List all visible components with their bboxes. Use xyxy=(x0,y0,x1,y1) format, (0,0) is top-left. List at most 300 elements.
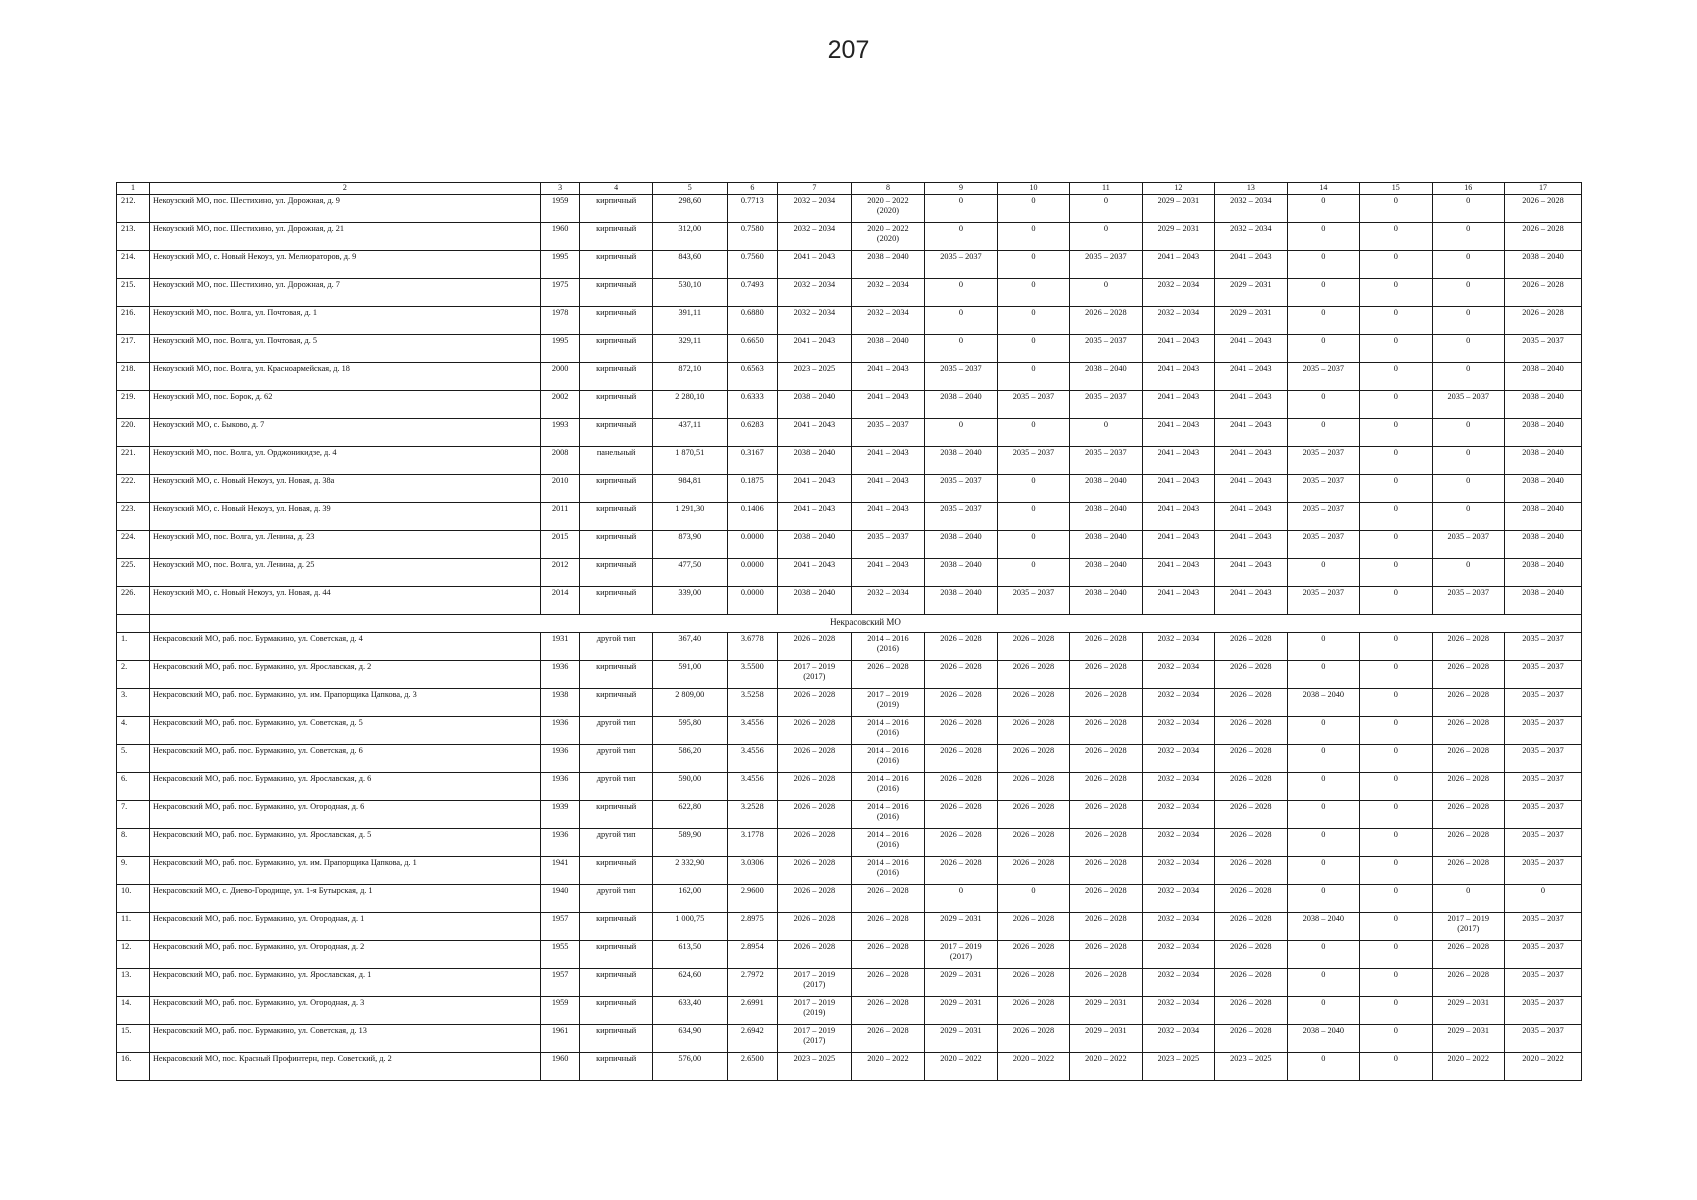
table-row xyxy=(117,1053,1582,1081)
col-17-cell: 2038 – 2040 xyxy=(1504,447,1581,475)
col-17-cell: 2035 – 2037 xyxy=(1504,745,1581,773)
col-8-cell: 2026 – 2028 xyxy=(851,885,925,913)
col-14-cell: 2035 – 2037 xyxy=(1287,363,1359,391)
col-14-cell: 0 xyxy=(1287,391,1359,419)
year-cell: 1959 xyxy=(540,997,580,1025)
address-cell: Некоузский МО, пос. Волга, ул. Ленина, д. 23 xyxy=(149,531,540,559)
col-11-cell: 2026 – 2028 xyxy=(1070,661,1142,689)
col-9-cell: 2035 – 2037 xyxy=(925,251,997,279)
col-12-cell: 2032 – 2034 xyxy=(1142,885,1214,913)
col-8-cell: 2035 – 2037 xyxy=(851,419,925,447)
row-number-cell: 11. xyxy=(117,913,150,941)
address-cell: Некоузский МО, с. Новый Некоуз, ул. Новая, д. 39 xyxy=(149,503,540,531)
col-8-cell: 2020 – 2022 (2020) xyxy=(851,195,925,223)
address-cell: Некоузский МО, с. Новый Некоуз, ул. Мелиораторов, д. 9 xyxy=(149,251,540,279)
col-16-cell: 0 xyxy=(1432,475,1504,503)
col-16-cell: 0 xyxy=(1432,885,1504,913)
col-17-cell: 2038 – 2040 xyxy=(1504,587,1581,615)
col-16-cell: 0 xyxy=(1432,363,1504,391)
col-17-cell: 2038 – 2040 xyxy=(1504,503,1581,531)
year-cell: 1959 xyxy=(540,195,580,223)
col-16-cell: 2035 – 2037 xyxy=(1432,391,1504,419)
col-17-cell: 2035 – 2037 xyxy=(1504,773,1581,801)
column-number-header: 17 xyxy=(1504,183,1581,195)
address-cell: Некоузский МО, пос. Волга, ул. Почтовая, д. 5 xyxy=(149,335,540,363)
col-10-cell: 2026 – 2028 xyxy=(997,661,1069,689)
wall-material-cell: кирпичный xyxy=(580,941,652,969)
col-11-cell: 2035 – 2037 xyxy=(1070,251,1142,279)
address-cell: Некоузский МО, пос. Шестихино, ул. Дорожная, д. 21 xyxy=(149,223,540,251)
year-cell: 2014 xyxy=(540,587,580,615)
year-cell: 1936 xyxy=(540,829,580,857)
col-16-cell: 2026 – 2028 xyxy=(1432,801,1504,829)
col-8-cell: 2026 – 2028 xyxy=(851,997,925,1025)
table-row xyxy=(117,307,1582,335)
col-9-cell: 0 xyxy=(925,223,997,251)
col-17-cell: 2038 – 2040 xyxy=(1504,251,1581,279)
year-cell: 1936 xyxy=(540,661,580,689)
year-cell: 1936 xyxy=(540,773,580,801)
col-14-cell: 0 xyxy=(1287,745,1359,773)
col-14-cell: 0 xyxy=(1287,885,1359,913)
area-cell: 367,40 xyxy=(652,633,727,661)
wear-coefficient-cell: 3.4556 xyxy=(727,717,778,745)
wear-coefficient-cell: 0.6880 xyxy=(727,307,778,335)
wall-material-cell: кирпичный xyxy=(580,661,652,689)
col-15-cell: 0 xyxy=(1360,689,1432,717)
year-cell: 2011 xyxy=(540,503,580,531)
col-10-cell: 2020 – 2022 xyxy=(997,1053,1069,1081)
col-11-cell: 2038 – 2040 xyxy=(1070,503,1142,531)
col-9-cell: 2020 – 2022 xyxy=(925,1053,997,1081)
col-12-cell: 2041 – 2043 xyxy=(1142,531,1214,559)
col-17-cell: 2035 – 2037 xyxy=(1504,941,1581,969)
row-number-cell: 5. xyxy=(117,745,150,773)
col-15-cell: 0 xyxy=(1360,391,1432,419)
col-7-cell: 2026 – 2028 xyxy=(778,857,852,885)
col-15-cell: 0 xyxy=(1360,419,1432,447)
table-row xyxy=(117,885,1582,913)
col-7-cell: 2026 – 2028 xyxy=(778,689,852,717)
col-12-cell: 2041 – 2043 xyxy=(1142,559,1214,587)
wear-coefficient-cell: 0.7713 xyxy=(727,195,778,223)
col-9-cell: 2026 – 2028 xyxy=(925,801,997,829)
col-16-cell: 0 xyxy=(1432,447,1504,475)
col-15-cell: 0 xyxy=(1360,913,1432,941)
wear-coefficient-cell: 2.8954 xyxy=(727,941,778,969)
row-number-cell: 12. xyxy=(117,941,150,969)
address-cell: Некоузский МО, пос. Волга, ул. Красноармейская, д. 18 xyxy=(149,363,540,391)
col-14-cell: 2035 – 2037 xyxy=(1287,587,1359,615)
area-cell: 2 280,10 xyxy=(652,391,727,419)
col-11-cell: 2026 – 2028 xyxy=(1070,913,1142,941)
col-8-cell: 2032 – 2034 xyxy=(851,587,925,615)
row-number-cell: 13. xyxy=(117,969,150,997)
col-9-cell: 2029 – 2031 xyxy=(925,997,997,1025)
table-row xyxy=(117,829,1582,857)
wall-material-cell: кирпичный xyxy=(580,279,652,307)
row-number-cell: 9. xyxy=(117,857,150,885)
col-7-cell: 2026 – 2028 xyxy=(778,745,852,773)
col-12-cell: 2032 – 2034 xyxy=(1142,997,1214,1025)
table-row xyxy=(117,419,1582,447)
col-7-cell: 2032 – 2034 xyxy=(778,307,852,335)
area-cell: 1 291,30 xyxy=(652,503,727,531)
col-10-cell: 0 xyxy=(997,195,1069,223)
area-cell: 312,00 xyxy=(652,223,727,251)
col-10-cell: 0 xyxy=(997,279,1069,307)
area-cell: 2 332,90 xyxy=(652,857,727,885)
wear-coefficient-cell: 0.6283 xyxy=(727,419,778,447)
wear-coefficient-cell: 0.7493 xyxy=(727,279,778,307)
col-11-cell: 2026 – 2028 xyxy=(1070,941,1142,969)
col-12-cell: 2041 – 2043 xyxy=(1142,503,1214,531)
col-8-cell: 2014 – 2016 (2016) xyxy=(851,773,925,801)
col-15-cell: 0 xyxy=(1360,363,1432,391)
col-11-cell: 2026 – 2028 xyxy=(1070,857,1142,885)
col-15-cell: 0 xyxy=(1360,251,1432,279)
col-15-cell: 0 xyxy=(1360,997,1432,1025)
col-9-cell: 2038 – 2040 xyxy=(925,559,997,587)
column-number-header: 10 xyxy=(997,183,1069,195)
table-row xyxy=(117,279,1582,307)
col-15-cell: 0 xyxy=(1360,195,1432,223)
table-row xyxy=(117,223,1582,251)
table-row xyxy=(117,531,1582,559)
col-16-cell: 2026 – 2028 xyxy=(1432,689,1504,717)
year-cell: 1957 xyxy=(540,969,580,997)
area-cell: 589,90 xyxy=(652,829,727,857)
col-7-cell: 2026 – 2028 xyxy=(778,941,852,969)
col-9-cell: 2035 – 2037 xyxy=(925,475,997,503)
address-cell: Некрасовский МО, раб. пос. Бурмакино, ул. Огородная, д. 1 xyxy=(149,913,540,941)
col-13-cell: 2041 – 2043 xyxy=(1215,419,1287,447)
table-row xyxy=(117,717,1582,745)
wall-material-cell: кирпичный xyxy=(580,363,652,391)
col-17-cell: 2020 – 2022 xyxy=(1504,1053,1581,1081)
col-7-cell: 2017 – 2019 (2017) xyxy=(778,661,852,689)
section-header-blank xyxy=(117,615,150,633)
col-13-cell: 2041 – 2043 xyxy=(1215,447,1287,475)
col-14-cell: 0 xyxy=(1287,717,1359,745)
year-cell: 1995 xyxy=(540,335,580,363)
document-table-container xyxy=(116,182,1582,1081)
wear-coefficient-cell: 0.0000 xyxy=(727,587,778,615)
col-11-cell: 2035 – 2037 xyxy=(1070,391,1142,419)
col-7-cell: 2026 – 2028 xyxy=(778,801,852,829)
col-7-cell: 2038 – 2040 xyxy=(778,587,852,615)
col-13-cell: 2026 – 2028 xyxy=(1215,633,1287,661)
address-cell: Некрасовский МО, пос. Красный Профинтерн, пер. Советский, д. 2 xyxy=(149,1053,540,1081)
row-number-cell: 14. xyxy=(117,997,150,1025)
col-14-cell: 0 xyxy=(1287,801,1359,829)
address-cell: Некрасовский МО, раб. пос. Бурмакино, ул. им. Прапорщика Цапкова, д. 1 xyxy=(149,857,540,885)
col-10-cell: 2026 – 2028 xyxy=(997,941,1069,969)
wear-coefficient-cell: 0.6563 xyxy=(727,363,778,391)
col-8-cell: 2026 – 2028 xyxy=(851,941,925,969)
col-11-cell: 2026 – 2028 xyxy=(1070,717,1142,745)
row-number-cell: 221. xyxy=(117,447,150,475)
col-9-cell: 0 xyxy=(925,307,997,335)
col-15-cell: 0 xyxy=(1360,857,1432,885)
address-cell: Некоузский МО, с. Новый Некоуз, ул. Новая, д. 38а xyxy=(149,475,540,503)
address-cell: Некоузский МО, пос. Волга, ул. Орджоникидзе, д. 4 xyxy=(149,447,540,475)
col-13-cell: 2041 – 2043 xyxy=(1215,475,1287,503)
col-10-cell: 0 xyxy=(997,419,1069,447)
col-14-cell: 0 xyxy=(1287,829,1359,857)
col-10-cell: 0 xyxy=(997,503,1069,531)
year-cell: 2010 xyxy=(540,475,580,503)
col-15-cell: 0 xyxy=(1360,531,1432,559)
row-number-cell: 223. xyxy=(117,503,150,531)
year-cell: 1960 xyxy=(540,223,580,251)
area-cell: 1 870,51 xyxy=(652,447,727,475)
col-15-cell: 0 xyxy=(1360,745,1432,773)
wear-coefficient-cell: 3.0306 xyxy=(727,857,778,885)
col-15-cell: 0 xyxy=(1360,587,1432,615)
col-10-cell: 2026 – 2028 xyxy=(997,1025,1069,1053)
wall-material-cell: другой тип xyxy=(580,773,652,801)
area-cell: 329,11 xyxy=(652,335,727,363)
col-10-cell: 2026 – 2028 xyxy=(997,829,1069,857)
col-17-cell: 2038 – 2040 xyxy=(1504,391,1581,419)
table-row xyxy=(117,689,1582,717)
col-17-cell: 2035 – 2037 xyxy=(1504,717,1581,745)
col-11-cell: 2035 – 2037 xyxy=(1070,335,1142,363)
year-cell: 2008 xyxy=(540,447,580,475)
year-cell: 1938 xyxy=(540,689,580,717)
column-number-header: 6 xyxy=(727,183,778,195)
col-12-cell: 2032 – 2034 xyxy=(1142,829,1214,857)
col-11-cell: 2038 – 2040 xyxy=(1070,587,1142,615)
col-12-cell: 2032 – 2034 xyxy=(1142,857,1214,885)
col-16-cell: 2026 – 2028 xyxy=(1432,717,1504,745)
col-17-cell: 2038 – 2040 xyxy=(1504,363,1581,391)
col-16-cell: 0 xyxy=(1432,335,1504,363)
col-16-cell: 2026 – 2028 xyxy=(1432,969,1504,997)
col-13-cell: 2026 – 2028 xyxy=(1215,885,1287,913)
address-cell: Некрасовский МО, раб. пос. Бурмакино, ул. Ярославская, д. 5 xyxy=(149,829,540,857)
col-17-cell: 2026 – 2028 xyxy=(1504,307,1581,335)
col-9-cell: 0 xyxy=(925,195,997,223)
address-cell: Некоузский МО, пос. Шестихино, ул. Дорожная, д. 9 xyxy=(149,195,540,223)
year-cell: 2000 xyxy=(540,363,580,391)
col-7-cell: 2026 – 2028 xyxy=(778,717,852,745)
col-16-cell: 2026 – 2028 xyxy=(1432,633,1504,661)
col-16-cell: 2026 – 2028 xyxy=(1432,941,1504,969)
col-9-cell: 2026 – 2028 xyxy=(925,633,997,661)
wall-material-cell: кирпичный xyxy=(580,223,652,251)
col-9-cell: 2017 – 2019 (2017) xyxy=(925,941,997,969)
column-number-header: 4 xyxy=(580,183,652,195)
col-10-cell: 0 xyxy=(997,885,1069,913)
col-10-cell: 0 xyxy=(997,475,1069,503)
col-9-cell: 0 xyxy=(925,419,997,447)
table-row xyxy=(117,801,1582,829)
row-number-cell: 215. xyxy=(117,279,150,307)
col-7-cell: 2017 – 2019 (2017) xyxy=(778,969,852,997)
col-10-cell: 2026 – 2028 xyxy=(997,717,1069,745)
area-cell: 872,10 xyxy=(652,363,727,391)
col-8-cell: 2038 – 2040 xyxy=(851,335,925,363)
wear-coefficient-cell: 2.6991 xyxy=(727,997,778,1025)
col-15-cell: 0 xyxy=(1360,307,1432,335)
col-13-cell: 2026 – 2028 xyxy=(1215,801,1287,829)
col-11-cell: 2029 – 2031 xyxy=(1070,1025,1142,1053)
wear-coefficient-cell: 0.7560 xyxy=(727,251,778,279)
table-row xyxy=(117,195,1582,223)
col-15-cell: 0 xyxy=(1360,223,1432,251)
wall-material-cell: кирпичный xyxy=(580,335,652,363)
col-14-cell: 0 xyxy=(1287,279,1359,307)
col-14-cell: 0 xyxy=(1287,997,1359,1025)
col-12-cell: 2041 – 2043 xyxy=(1142,391,1214,419)
area-cell: 530,10 xyxy=(652,279,727,307)
col-16-cell: 0 xyxy=(1432,419,1504,447)
area-cell: 622,80 xyxy=(652,801,727,829)
area-cell: 591,00 xyxy=(652,661,727,689)
table-row xyxy=(117,773,1582,801)
col-14-cell: 0 xyxy=(1287,773,1359,801)
area-cell: 843,60 xyxy=(652,251,727,279)
col-11-cell: 2038 – 2040 xyxy=(1070,475,1142,503)
col-11-cell: 2026 – 2028 xyxy=(1070,801,1142,829)
wall-material-cell: панельный xyxy=(580,447,652,475)
year-cell: 2015 xyxy=(540,531,580,559)
col-13-cell: 2026 – 2028 xyxy=(1215,857,1287,885)
address-cell: Некрасовский МО, раб. пос. Бурмакино, ул. им. Прапорщика Цапкова, д. 3 xyxy=(149,689,540,717)
col-12-cell: 2032 – 2034 xyxy=(1142,801,1214,829)
col-11-cell: 2035 – 2037 xyxy=(1070,447,1142,475)
col-11-cell: 2038 – 2040 xyxy=(1070,559,1142,587)
row-number-cell: 214. xyxy=(117,251,150,279)
col-11-cell: 2038 – 2040 xyxy=(1070,531,1142,559)
year-cell: 1936 xyxy=(540,717,580,745)
wall-material-cell: кирпичный xyxy=(580,913,652,941)
col-13-cell: 2023 – 2025 xyxy=(1215,1053,1287,1081)
col-14-cell: 0 xyxy=(1287,223,1359,251)
col-13-cell: 2026 – 2028 xyxy=(1215,717,1287,745)
col-7-cell: 2038 – 2040 xyxy=(778,531,852,559)
wear-coefficient-cell: 2.7972 xyxy=(727,969,778,997)
col-8-cell: 2041 – 2043 xyxy=(851,391,925,419)
col-8-cell: 2026 – 2028 xyxy=(851,1025,925,1053)
col-12-cell: 2032 – 2034 xyxy=(1142,661,1214,689)
col-11-cell: 2020 – 2022 xyxy=(1070,1053,1142,1081)
col-12-cell: 2032 – 2034 xyxy=(1142,307,1214,335)
column-number-header: 8 xyxy=(851,183,925,195)
col-15-cell: 0 xyxy=(1360,773,1432,801)
col-7-cell: 2017 – 2019 (2017) xyxy=(778,1025,852,1053)
area-cell: 624,60 xyxy=(652,969,727,997)
col-9-cell: 2035 – 2037 xyxy=(925,503,997,531)
wear-coefficient-cell: 2.9600 xyxy=(727,885,778,913)
column-number-header: 9 xyxy=(925,183,997,195)
col-12-cell: 2041 – 2043 xyxy=(1142,335,1214,363)
col-12-cell: 2032 – 2034 xyxy=(1142,941,1214,969)
section-header-row xyxy=(117,615,1582,633)
col-14-cell: 2035 – 2037 xyxy=(1287,531,1359,559)
col-8-cell: 2041 – 2043 xyxy=(851,447,925,475)
wear-coefficient-cell: 3.2528 xyxy=(727,801,778,829)
address-cell: Некоузский МО, пос. Шестихино, ул. Дорожная, д. 7 xyxy=(149,279,540,307)
year-cell: 1978 xyxy=(540,307,580,335)
col-13-cell: 2041 – 2043 xyxy=(1215,251,1287,279)
col-10-cell: 2026 – 2028 xyxy=(997,801,1069,829)
row-number-cell: 213. xyxy=(117,223,150,251)
col-10-cell: 0 xyxy=(997,223,1069,251)
col-14-cell: 2035 – 2037 xyxy=(1287,503,1359,531)
col-15-cell: 0 xyxy=(1360,969,1432,997)
col-14-cell: 0 xyxy=(1287,633,1359,661)
col-13-cell: 2041 – 2043 xyxy=(1215,391,1287,419)
col-8-cell: 2014 – 2016 (2016) xyxy=(851,857,925,885)
table-row xyxy=(117,857,1582,885)
wall-material-cell: кирпичный xyxy=(580,195,652,223)
wall-material-cell: кирпичный xyxy=(580,1053,652,1081)
col-12-cell: 2041 – 2043 xyxy=(1142,363,1214,391)
col-11-cell: 2026 – 2028 xyxy=(1070,969,1142,997)
wall-material-cell: кирпичный xyxy=(580,531,652,559)
address-cell: Некрасовский МО, раб. пос. Бурмакино, ул. Советская, д. 4 xyxy=(149,633,540,661)
row-number-cell: 217. xyxy=(117,335,150,363)
col-16-cell: 2020 – 2022 xyxy=(1432,1053,1504,1081)
year-cell: 1940 xyxy=(540,885,580,913)
col-10-cell: 2035 – 2037 xyxy=(997,587,1069,615)
column-number-header: 2 xyxy=(149,183,540,195)
col-8-cell: 2032 – 2034 xyxy=(851,279,925,307)
col-15-cell: 0 xyxy=(1360,447,1432,475)
col-8-cell: 2032 – 2034 xyxy=(851,307,925,335)
address-cell: Некрасовский МО, раб. пос. Бурмакино, ул. Советская, д. 6 xyxy=(149,745,540,773)
column-number-header: 11 xyxy=(1070,183,1142,195)
table-row xyxy=(117,391,1582,419)
col-10-cell: 0 xyxy=(997,363,1069,391)
table-body xyxy=(117,183,1582,1081)
year-cell: 1931 xyxy=(540,633,580,661)
col-9-cell: 2026 – 2028 xyxy=(925,661,997,689)
area-cell: 2 809,00 xyxy=(652,689,727,717)
col-17-cell: 2038 – 2040 xyxy=(1504,531,1581,559)
col-17-cell: 2038 – 2040 xyxy=(1504,559,1581,587)
col-10-cell: 2026 – 2028 xyxy=(997,773,1069,801)
col-17-cell: 2038 – 2040 xyxy=(1504,419,1581,447)
wear-coefficient-cell: 0.6650 xyxy=(727,335,778,363)
col-13-cell: 2026 – 2028 xyxy=(1215,689,1287,717)
year-cell: 1957 xyxy=(540,913,580,941)
col-13-cell: 2026 – 2028 xyxy=(1215,969,1287,997)
col-9-cell: 2038 – 2040 xyxy=(925,391,997,419)
col-12-cell: 2032 – 2034 xyxy=(1142,773,1214,801)
wear-coefficient-cell: 0.1875 xyxy=(727,475,778,503)
col-7-cell: 2041 – 2043 xyxy=(778,335,852,363)
col-10-cell: 0 xyxy=(997,559,1069,587)
address-cell: Некрасовский МО, раб. пос. Бурмакино, ул. Огородная, д. 6 xyxy=(149,801,540,829)
table-row xyxy=(117,363,1582,391)
col-9-cell: 2026 – 2028 xyxy=(925,689,997,717)
wall-material-cell: кирпичный xyxy=(580,587,652,615)
col-10-cell: 2026 – 2028 xyxy=(997,745,1069,773)
area-cell: 590,00 xyxy=(652,773,727,801)
col-17-cell: 2035 – 2037 xyxy=(1504,801,1581,829)
col-10-cell: 2035 – 2037 xyxy=(997,447,1069,475)
wall-material-cell: кирпичный xyxy=(580,419,652,447)
col-16-cell: 2026 – 2028 xyxy=(1432,745,1504,773)
wear-coefficient-cell: 3.4556 xyxy=(727,773,778,801)
col-17-cell: 2035 – 2037 xyxy=(1504,633,1581,661)
col-11-cell: 2029 – 2031 xyxy=(1070,997,1142,1025)
col-11-cell: 2026 – 2028 xyxy=(1070,307,1142,335)
